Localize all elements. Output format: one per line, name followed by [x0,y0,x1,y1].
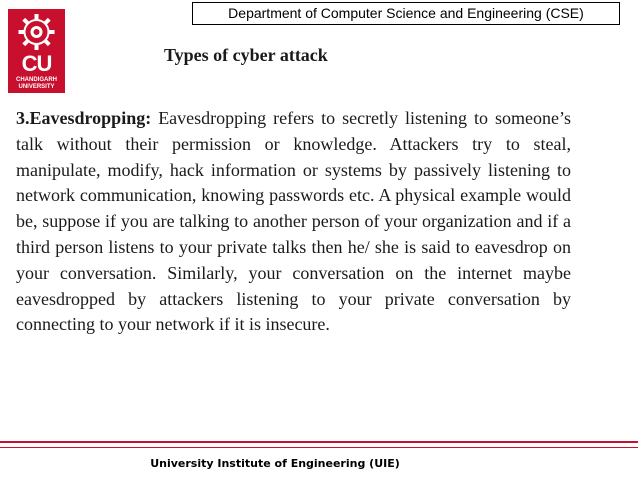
footer-institute: University Institute of Engineering (UIE) [150,457,400,470]
slide-title: Types of cyber attack [164,45,328,65]
slide-body [16,106,571,338]
logo-letters: CU [21,51,52,76]
logo-name-line2: UNIVERSITY [18,84,55,90]
logo-university-name [8,77,65,91]
university-logo [8,9,65,93]
gear-emblem-icon [18,13,55,51]
logo-name-line1: CHANDIGARH [16,77,57,83]
topic-heading: 3.Eavesdropping: [16,108,152,128]
topic-description: Eavesdropping refers to secretly listening to someone’s talk without their permission or knowledge. Attackers try to steal, manipulate, modify, hack information or systems by passively listening to network communication, knowing passwords etc. A physical example would be, suppose if you are talking to another person of your organization and if a third person listens to your private talks then he/ she is said to eavesdrop on your conversation. Similarly, your conversation on the internet maybe eavesdropped by attackers listening to your private conversation by connecting to your network if it is insecure. [16,108,571,335]
footer-divider-thick [0,441,638,443]
footer-divider-thin [0,447,638,448]
department-header: Department of Computer Science and Engineering (CSE) [192,2,620,25]
